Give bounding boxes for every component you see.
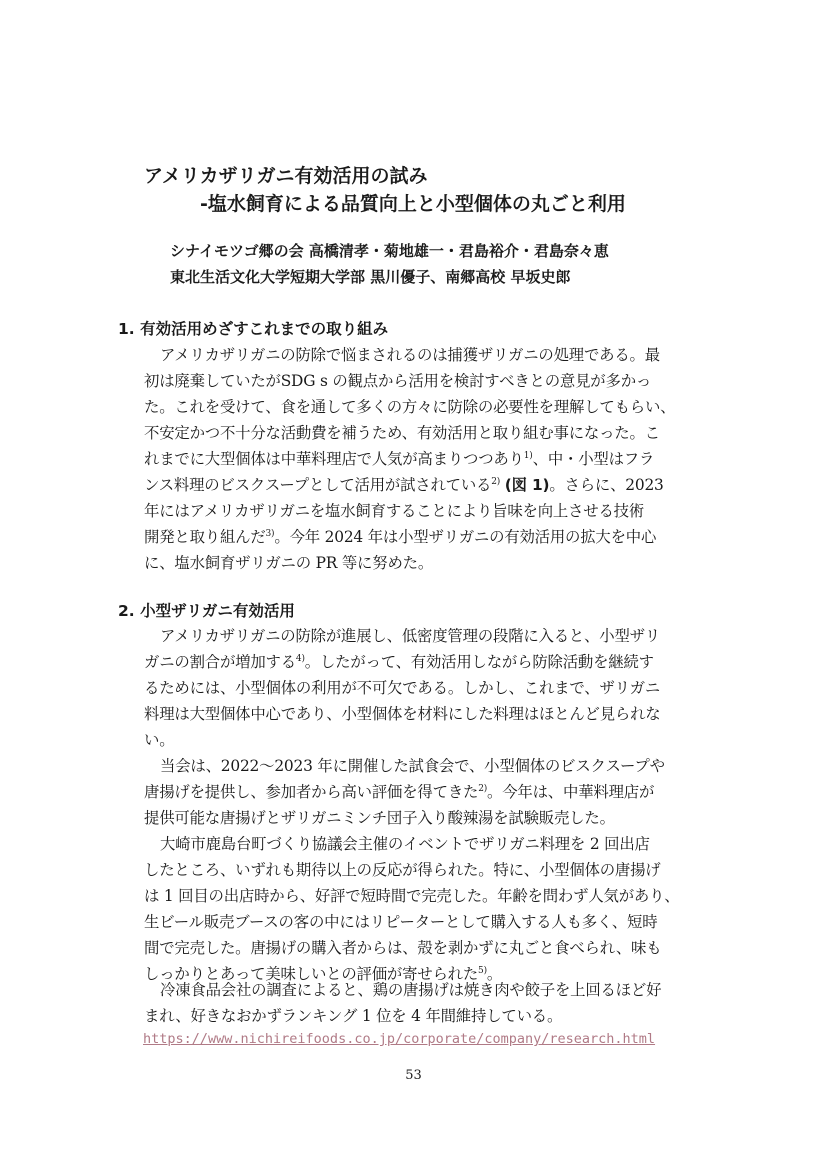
section-2-line-8: 提供可能な唐揚げとザリガニミンチ団子入り酸辣湯を試験販売した。 (144, 809, 615, 827)
paper-title: アメリカザリガニ有効活用の試み (144, 165, 428, 187)
citation-ref: 3) (265, 529, 275, 539)
author-line-1: シナイモツゴ郷の会 高橋清孝・菊地雄一・君島裕介・君島奈々恵 (170, 242, 609, 260)
citation-ref: 2) (491, 477, 501, 487)
section-2-line-14: しっかりとあって美味しいとの評価が寄せられた$^{5)}$。 (144, 965, 503, 983)
section-2-line-12: 生ビール販売ブースの客の中にはリピーターとして購入する人も多く、短時 (144, 913, 658, 931)
section-1-line-8: 開発と取り組んだ$^{3)}$。今年 2024 年は小型ザリガニの有効活用の拡大を中心 (144, 528, 657, 546)
section-2-line-16: まれ、好きなおかずランキング 1 位を 4 年間維持している。 (144, 1007, 563, 1025)
figure-ref: (図 1) (504, 476, 550, 494)
section-1-line-7: 年にはアメリカザリガニを塩水飼育することにより旨味を向上させる技術 (144, 502, 645, 520)
section-2-line-7: 唐揚げを提供し、参加者から高い評価を得てきた$^{2)}$。今年は、中華料理店が (144, 783, 655, 801)
section-2-line-6: 当会は、2022～2023 年に開催した試食会で、小型個体のビスクスープや (160, 757, 665, 775)
page-number: 53 (405, 1068, 422, 1083)
author-line-2: 東北生活文化大学短期大学部 黒川優子、南郷高校 早坂史郎 (170, 268, 571, 286)
section-2-line-15: 冷凍食品会社の調査によると、鶏の唐揚げは焼き肉や餃子を上回るほど好 (160, 981, 662, 999)
section-1-line-4: 不安定かつ不十分な活動費を補うため、有効活用と取り組む事になった。こ (144, 424, 660, 442)
section-2-line-13: 間で完売した。唐揚げの購入者からは、殻を剥かずに丸ごと食べられ、味も (144, 939, 662, 957)
section-1-line-3: た。これを受けて、食を通して多くの方々に防除の必要性を理解してもらい、 (144, 398, 676, 416)
reference-url-link[interactable]: https://www.nichireifoods.co.jp/corporate/company/research.html (143, 1031, 656, 1047)
citation-ref: 4) (295, 654, 305, 664)
section-1-heading: 1. 有効活用めざすこれまでの取り組み (118, 320, 389, 338)
citation-ref: 2) (478, 784, 488, 794)
section-2-line-2: ガニの割合が増加する$^{4)}$。したがって、有効活用しながら防除活動を継続す (144, 653, 654, 671)
section-2-line-4: 料理は大型個体中心であり、小型個体を材料にした料理はほとんど見られな (144, 705, 661, 723)
citation-ref: 1) (523, 451, 533, 461)
section-1-line-6: ンス料理のビスクスープとして活用が試されている$^{2)}$ (図 1)。さらに、2023 (144, 476, 664, 494)
section-1-line-5: れまでに大型個体は中華料理店で人気が高まりつつあり$^{1)}$、中・小型はフラ (144, 450, 655, 468)
section-2-line-1: アメリカザリガニの防除が進展し、低密度管理の段階に入ると、小型ザリ (160, 627, 661, 645)
section-1-line-9: に、塩水飼育ザリガニの PR 等に努めた。 (144, 554, 434, 572)
section-2-line-10: したところ、いずれも期待以上の反応が得られた。特に、小型個体の唐揚げ (144, 861, 661, 879)
section-2-line-3: るためには、小型個体の利用が不可欠である。しかし、これまで、ザリガニ (144, 679, 661, 697)
citation-ref: 5) (478, 966, 487, 976)
section-2-heading: 2. 小型ザリガニ有効活用 (118, 602, 295, 620)
section-2-line-5: い。 (144, 731, 175, 749)
section-2-line-11: は 1 回目の出店時から、好評で短時間で完売した。年齢を問わず人気があり、 (144, 887, 680, 905)
section-1-line-2: 初は廃棄していたがSDG s の観点から活用を検討すべきとの意見が多かっ (144, 372, 652, 390)
section-2-line-9: 大崎市鹿島台町づくり協議会主催のイベントでザリガニ料理を 2 回出店 (160, 835, 650, 853)
section-1-line-1: アメリカザリガニの防除で悩まされるのは捕獲ザリガニの処理である。最 (160, 346, 660, 364)
paper-subtitle: -塩水飼育による品質向上と小型個体の丸ごと利用 (200, 193, 626, 215)
